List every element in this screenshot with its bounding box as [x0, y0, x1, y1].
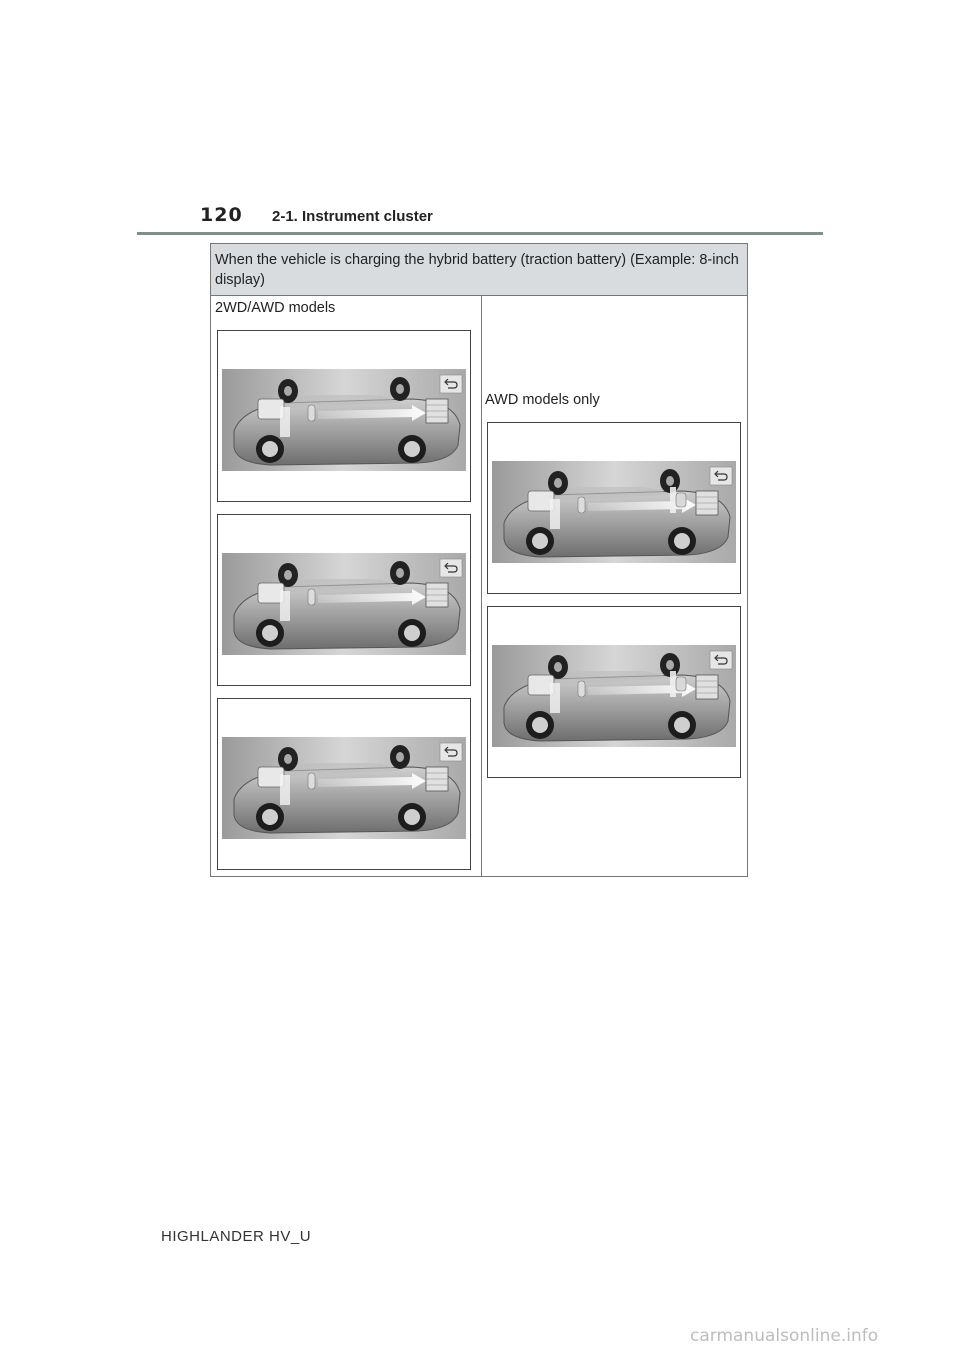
watermark: carmanualsonline.info [690, 1326, 879, 1346]
energy-flow-image [222, 553, 466, 655]
return-arrow-icon[interactable] [710, 467, 732, 485]
return-arrow-icon[interactable] [440, 375, 462, 393]
energy-flow-image [492, 645, 736, 747]
energy-flow-image [492, 461, 736, 563]
energy-monitor-screen-awd-1 [487, 422, 741, 594]
header-rule [137, 232, 823, 235]
energy-monitor-screen-2wd-3 [217, 698, 471, 870]
table-header: When the vehicle is charging the hybrid battery (traction battery) (Example: 8-inch display) [211, 244, 747, 296]
energy-monitor-screen-awd-2 [487, 606, 741, 778]
left-column-label: 2WD/AWD models [215, 300, 336, 316]
right-column-label: AWD models only [485, 392, 600, 408]
return-arrow-icon[interactable] [710, 651, 732, 669]
return-arrow-icon[interactable] [440, 559, 462, 577]
energy-flow-image [222, 737, 466, 839]
page-number: 120 [200, 204, 243, 226]
return-arrow-icon[interactable] [440, 743, 462, 761]
energy-flow-image [222, 369, 466, 471]
footer-model-name: HIGHLANDER HV_U [161, 1228, 312, 1245]
section-title: 2-1. Instrument cluster [272, 208, 433, 225]
column-divider [481, 296, 482, 876]
energy-monitor-screen-2wd-2 [217, 514, 471, 686]
energy-monitor-screen-2wd-1 [217, 330, 471, 502]
